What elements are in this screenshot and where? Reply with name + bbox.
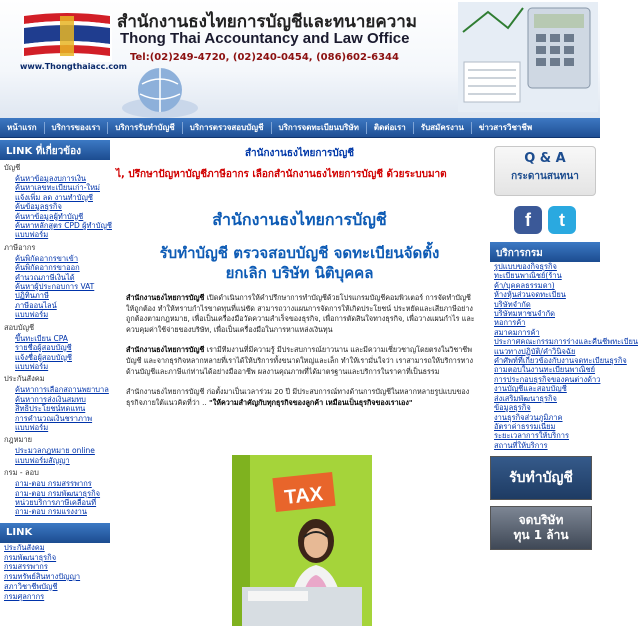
- department-service-link[interactable]: ข้อมูลธุรกิจ: [494, 403, 531, 413]
- twitter-icon[interactable]: t: [548, 206, 576, 234]
- related-link[interactable]: ค้นหาหลักสูตร CPD ผู้ทำบัญชี: [15, 221, 112, 231]
- related-link[interactable]: ค้นข้อมูลธุรกิจ: [15, 202, 62, 212]
- link-category: กฎหมาย: [4, 435, 33, 445]
- nav-news[interactable]: ข่าวสารวิชาชีพ: [478, 123, 533, 132]
- related-link[interactable]: ค้นหาการส่งเงินสมทบ: [15, 394, 86, 404]
- related-link[interactable]: ถาม-ตอบ กรมพัฒนาธุรกิจ: [15, 488, 101, 498]
- related-link[interactable]: รายชื่อผู้สอบบัญชี: [15, 343, 72, 353]
- agency-links-list: [0, 543, 110, 602]
- team-paragraph: [126, 345, 477, 377]
- department-service-link[interactable]: ประกาศคณะกรรมการร่างและคืนชีพทะเบียน: [494, 337, 638, 347]
- main-navbar: [0, 118, 600, 138]
- link-category: สอบบัญชี: [4, 322, 35, 332]
- department-service-link[interactable]: หอการค้า: [494, 318, 526, 328]
- department-service-link[interactable]: บริษัทจำกัด: [494, 299, 531, 309]
- department-service-link[interactable]: งานบัญชีและสอบบัญชี: [494, 384, 567, 394]
- site-title-english: Thong Thai Accountancy and Law Office: [120, 30, 410, 47]
- services-headline: [112, 243, 487, 283]
- link-category: ประกันสังคม: [4, 374, 45, 384]
- related-link[interactable]: ค้นพิกัดอากรขาเข้า: [15, 253, 79, 263]
- calculator-graphic: [458, 2, 598, 112]
- page-title: สำนักงานธงไทยการบัญชี: [212, 210, 387, 229]
- bookkeeping-banner-text: รับทำบัญชี: [509, 470, 573, 487]
- phone-numbers: Tel:(02)249-4720, (02)240-0454, (086)602-6344: [130, 52, 399, 63]
- services-headline-line2: ยกเลิก บริษัท นิติบุคคล: [225, 264, 374, 282]
- related-link[interactable]: แบบฟอร์ม: [15, 422, 49, 432]
- agency-link[interactable]: กรมศุลกากร: [4, 591, 45, 601]
- thai-flag-logo: [22, 10, 112, 62]
- department-service-link[interactable]: คำศัพท์ที่เกี่ยวข้องกับงานจดทะเบียนธุรกิจ: [494, 356, 627, 366]
- related-link[interactable]: ขึ้นทะเบียน CPA: [15, 333, 68, 343]
- nav-bookkeeping[interactable]: บริการรับทำบัญชี: [115, 123, 175, 132]
- department-service-link[interactable]: แนวทางปฏิบัติ/คำวินิจฉัย: [494, 346, 576, 356]
- agency-link[interactable]: ประกันสังคม: [4, 542, 45, 552]
- department-service-link[interactable]: บริษัทมหาชนจำกัด: [494, 309, 556, 319]
- qa-webboard-box[interactable]: [494, 146, 596, 196]
- nav-contact[interactable]: ติดต่อเรา: [373, 123, 406, 132]
- related-link[interactable]: แบบฟอร์ม: [15, 361, 49, 371]
- department-service-link[interactable]: ทะเบียนพาณิชย์(ร้าน: [494, 271, 562, 281]
- related-link[interactable]: แจ้งเพิ่ม ลด งานทำบัญชี: [15, 192, 93, 202]
- department-services-heading: บริการกรม: [490, 242, 600, 262]
- department-service-link[interactable]: การประกอบธุรกิจของคนต่างด้าว: [494, 374, 601, 384]
- link-category: ภาษีอากร: [4, 242, 36, 252]
- agency-link[interactable]: สภาวิชาชีพบัญชี: [4, 581, 58, 591]
- related-link[interactable]: สิทธิประโยชน์ทดแทน: [15, 404, 86, 414]
- department-services-list: [490, 262, 638, 450]
- tax-sign-text: TAX: [283, 483, 324, 510]
- related-link[interactable]: ประมวลกฎหมาย online: [15, 446, 95, 456]
- department-service-link[interactable]: ระยะเวลาการให้บริการ: [494, 431, 570, 441]
- services-headline-line1: รับทำบัญชี ตรวจสอบบัญชี จดทะเบียนจัดตั้ง: [159, 244, 440, 262]
- related-link[interactable]: ค้นหาผู้ประกอบการ VAT: [15, 282, 95, 292]
- link-category: บัญชี: [4, 163, 21, 172]
- agency-link[interactable]: กรมพัฒนาธุรกิจ: [4, 552, 57, 562]
- company-registration-banner[interactable]: [490, 506, 592, 550]
- related-link[interactable]: ค้นหาข้อมูลผู้ทำบัญชี: [15, 211, 84, 221]
- related-links-heading: LINK ที่เกี่ยวข้อง: [0, 140, 110, 160]
- related-link[interactable]: ปฏิทินภาษี: [15, 291, 49, 301]
- right-sidebar: [490, 140, 638, 626]
- intro-paragraph: [126, 293, 477, 335]
- registration-banner-line1: จดบริษัท: [518, 513, 564, 528]
- department-service-link[interactable]: ห้างหุ้นส่วนจดทะเบียน: [494, 290, 566, 300]
- nav-audit[interactable]: บริการตรวจสอบบัญชี: [189, 123, 264, 132]
- link-category: กรม - ลอบ: [4, 468, 39, 478]
- nav-jobs[interactable]: รับสมัครงาน: [420, 123, 464, 132]
- nav-home[interactable]: หน้าแรก: [7, 123, 37, 132]
- company-name: สำนักงานธงไทยการบัญชี: [126, 293, 205, 302]
- nav-registration[interactable]: บริการจดทะเบียนบริษัท: [278, 123, 359, 132]
- department-service-link[interactable]: ค้า/บุคคลธรรมดา): [494, 280, 555, 290]
- department-service-link[interactable]: สถานที่ให้บริการ: [494, 440, 548, 450]
- nav-services[interactable]: บริการของเรา: [51, 123, 101, 132]
- scrolling-announcement: ไ, ปรึกษาปัญหาบัญชีภาษีอากร เลือกสำนักงานธงไทยการบัญชี ด้วยระบบมาต: [116, 169, 447, 180]
- tax-consultant-photo: [232, 455, 372, 626]
- site-title-thai: สำนักงานธงไทยการบัญชีและทนายความ: [117, 12, 417, 32]
- team-text: เรามีทีมงานที่มีความรู้ มีประสบการณ์ยาวนาน และมีความเชี่ยวชาญโดยตรงในวิชาชีพบัญชี และจากธุรกิจหลากหลายที่เราได้ให้บริการทั้งขนาดใหญ่และเล็ก ทำให้เรามั่นใจว่า เราสามารถให้บริการทางด้านบัญชีและภาษีแก่ท่านได้อย่างมืออาชีพ ผลงานคุณภาพที่ได้มาตรฐานและบริการในราคาที่เป็นธรรม: [126, 345, 473, 376]
- related-link[interactable]: ถาม-ตอบ กรมสรรพากร: [15, 479, 92, 489]
- related-links-list: [0, 162, 110, 517]
- agency-link[interactable]: กรมทรัพย์สินทางปัญญา: [4, 572, 81, 582]
- department-service-link[interactable]: อัตราค่าธรรมเนียม: [494, 421, 556, 431]
- site-url: www.Thongthaiacc.com: [20, 62, 127, 71]
- qa-title: Q & A: [524, 151, 566, 166]
- content-heading: สำนักงานธงไทยการบัญชี: [244, 148, 355, 159]
- facebook-icon[interactable]: f: [514, 206, 542, 234]
- department-service-link[interactable]: รูปแบบของกิจธุรกิจ: [494, 262, 557, 271]
- related-link[interactable]: แจ้งชื่อผู้สอบบัญชี: [15, 352, 72, 362]
- related-link[interactable]: ค้นหาเลขทะเบียนเก่า-ใหม่: [15, 183, 100, 193]
- history-paragraph: [126, 387, 477, 408]
- related-link[interactable]: ค้นพิกัดอากรขาออก: [15, 263, 80, 273]
- site-header: [0, 0, 600, 118]
- related-link[interactable]: การคำนวณเงินชราภาพ: [15, 413, 93, 423]
- intro-text: เปิดดำเนินการให้คำปรึกษาการทำบัญชีด้วยโปรแกรมบัญชีคอมพิวเตอร์ การจัดทำบัญชีให้ถูกต้อง ทำให้ทราบกำไรขาดทุนที่แน่ชัด สามารถวางแผนการจัดการให้เกิดประโยชน์ ประหยัดและเสียภาษีอย่างถูกต้องตามกฎหมาย, เพื่อเป็นเครื่องมือวัดความสำเร็จของธุรกิจ, เพื่อการตัดสินใจทางธุรกิจ, เพื่อวางแผนกำไร และควบคุมค่าใช้จ่ายของบริษัท, เพื่อเป็นเครื่องมือในการหาแหล่งเงินทุน: [126, 293, 475, 334]
- globe-graphic: [120, 60, 200, 118]
- bookkeeping-banner[interactable]: [490, 456, 592, 500]
- related-link[interactable]: ถาม-ตอบ กรมแรงงาน: [15, 507, 87, 517]
- related-link[interactable]: แบบฟอร์ม: [15, 230, 49, 240]
- registration-banner-line2: ทุน 1 ล้าน: [513, 528, 569, 543]
- related-link[interactable]: ค้นหาข้อมูลงบการเงิน: [15, 174, 87, 183]
- related-link[interactable]: หน่วยบริการภาษีเคลื่อนที่: [15, 497, 97, 507]
- department-service-link[interactable]: ถามตอบในงานทะเบียนพาณิชย์: [494, 365, 596, 375]
- related-link[interactable]: ภาษีออนไลน์: [15, 300, 57, 310]
- related-link[interactable]: แบบฟอร์ม: [15, 310, 49, 320]
- qa-subtitle: กระดานสนทนา: [511, 171, 579, 182]
- related-link[interactable]: ค้นหาการเลือกสถานพยาบาล: [15, 385, 109, 395]
- department-service-link[interactable]: ส่งเสริมพัฒนาธุรกิจ: [494, 393, 557, 403]
- link-heading: LINK: [0, 523, 110, 543]
- related-link[interactable]: แบบฟอร์มสัญญา: [15, 455, 70, 465]
- related-link[interactable]: คำนวณภาษีเงินได้: [15, 272, 75, 282]
- consultant-illustration: [232, 455, 372, 626]
- history-text: สำนักงานธงไทยการบัญชี ก่อตั้งมาเป็นเวลาร่วม 20 ปี มีประสบการณ์ทางด้านการบัญชีในหลากหลายรูปแบบของธุรกิจภายใต้แนวคิดที่ว่า ..: [126, 387, 470, 407]
- main-content: [112, 140, 487, 626]
- left-sidebar: [0, 140, 110, 626]
- company-motto: "ให้ความสำคัญกับทุกธุรกิจของลูกค้า เหมือนเป็นธุรกิจของเราเอง": [208, 397, 413, 407]
- department-service-link[interactable]: สมาคมการค้า: [494, 327, 540, 337]
- agency-link[interactable]: กรมสรรพากร: [4, 562, 48, 572]
- company-name: สำนักงานธงไทยการบัญชี: [126, 345, 205, 355]
- department-service-link[interactable]: งานธุรกิจส่วนภูมิภาค: [494, 412, 563, 422]
- social-links: [490, 206, 600, 234]
